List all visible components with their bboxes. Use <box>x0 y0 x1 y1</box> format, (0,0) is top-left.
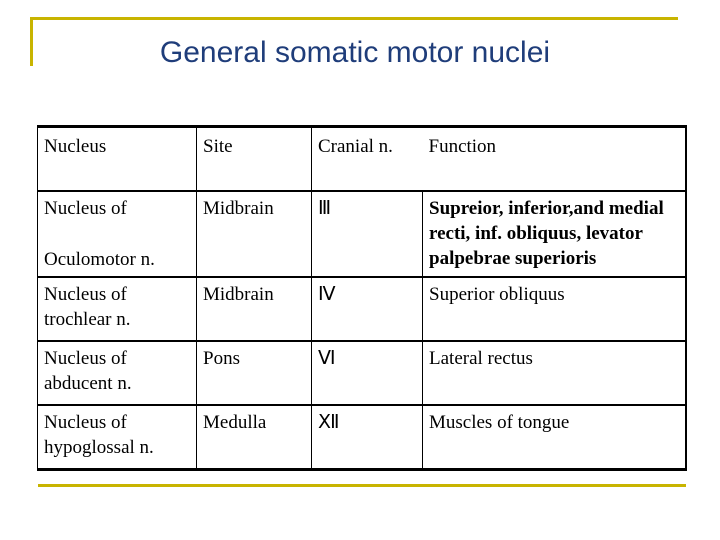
function-cell: Muscles of tongue <box>423 405 686 470</box>
nucleus-line-2: Oculomotor n. <box>44 249 155 270</box>
table-row <box>38 405 686 470</box>
decorative-top-bar <box>30 17 678 20</box>
table-row <box>38 277 686 341</box>
site-cell: Midbrain <box>197 191 312 277</box>
nuclei-table <box>37 125 687 471</box>
cranial-nerve-cell: Ⅳ <box>312 277 423 341</box>
table-row <box>38 191 686 277</box>
slide-title: General somatic motor nuclei <box>159 36 551 69</box>
nucleus-line-2: trochlear n. <box>44 309 131 330</box>
table-row <box>38 341 686 405</box>
header-nucleus: Nucleus <box>38 127 197 192</box>
cranial-nerve-cell: Ⅻ <box>312 405 423 470</box>
nucleus-cell <box>38 341 197 405</box>
nucleus-line-1: Nucleus of <box>44 412 127 433</box>
table-header-row <box>38 127 686 192</box>
cranial-nerve-cell: Ⅵ <box>312 341 423 405</box>
site-cell: Medulla <box>197 405 312 470</box>
nucleus-line-2: abducent n. <box>44 373 132 394</box>
header-function: Function <box>423 127 686 192</box>
nucleus-line-1: Nucleus of <box>44 284 127 305</box>
function-cell: Lateral rectus <box>423 341 686 405</box>
function-cell: Supreior, inferior,and medial recti, inf. obliquus, levator palpebrae superioris <box>423 191 686 277</box>
nucleus-cell <box>38 191 197 277</box>
cranial-nerve-cell: Ⅲ <box>312 191 423 277</box>
nucleus-line-2: hypoglossal n. <box>44 437 154 458</box>
nucleus-cell <box>38 277 197 341</box>
nucleus-line-1: Nucleus of <box>44 198 127 219</box>
nucleus-line-1: Nucleus of <box>44 348 127 369</box>
nucleus-cell <box>38 405 197 470</box>
header-cranial-nerve: Cranial n. <box>312 127 423 192</box>
header-site: Site <box>197 127 312 192</box>
decorative-bottom-bar <box>38 484 686 487</box>
site-cell: Pons <box>197 341 312 405</box>
function-cell: Superior obliquus <box>423 277 686 341</box>
site-cell: Midbrain <box>197 277 312 341</box>
